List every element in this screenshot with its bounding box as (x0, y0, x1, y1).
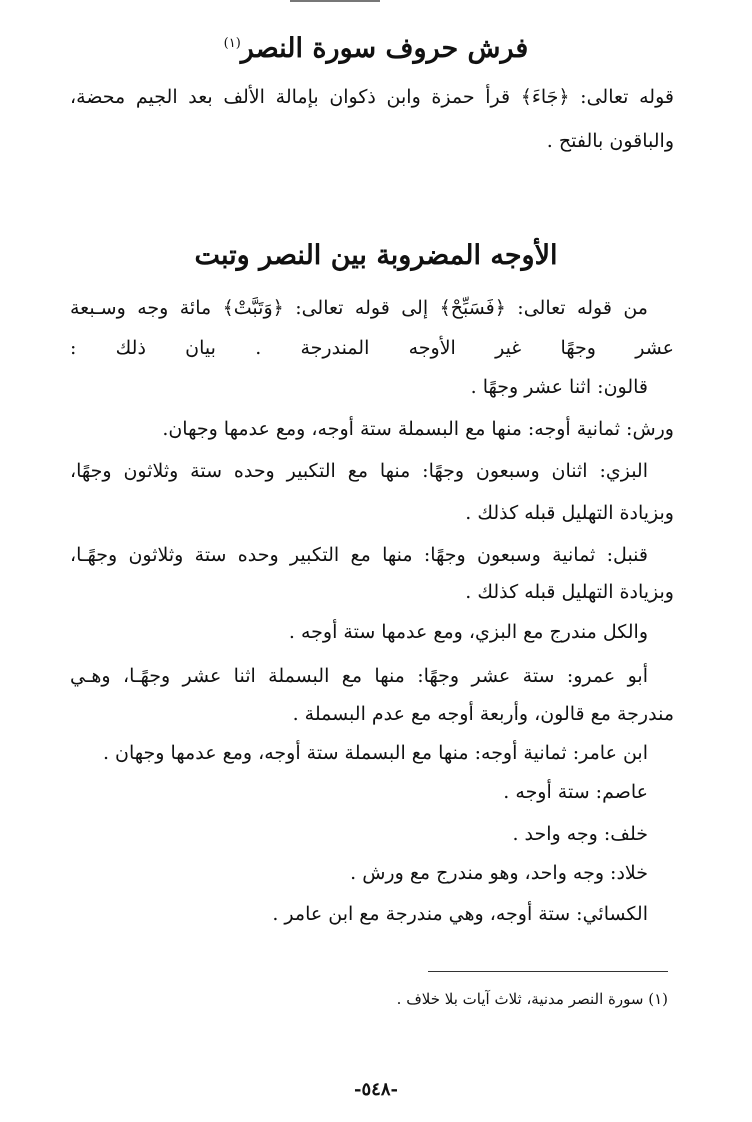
surah-heading (60, 24, 692, 69)
page-number: -٥٤٨- (354, 1079, 398, 1100)
body-line-9: والكل مندرج مع البزي، ومع عدمها ستة أوجه . (288, 621, 648, 643)
footnote-marker: (١) (223, 36, 241, 51)
body-line-8: وبزيادة التهليل قبله كذلك . (465, 581, 674, 603)
body-line-4: ورش: ثمانية أوجه: منها مع البسملة ستة أوجه، ومع عدمها وجهان. (162, 418, 674, 440)
body-line-15: خلاد: وجه واحد، وهو مندرج مع ورش . (350, 862, 648, 884)
footnote-rule (428, 971, 668, 972)
section-heading: الأوجه المضروبة بين النصر وتبت (194, 240, 558, 271)
body-line-16: الكسائي: ستة أوجه، وهي مندرجة مع ابن عامر . (272, 903, 648, 925)
body-line-2: عشر وجهًا غير الأوجه المندرجة . بيان ذلك : (70, 337, 674, 359)
intro-line-2: والباقون بالفتح . (546, 130, 674, 152)
body-line-11: مندرجة مع قالون، وأربعة أوجه مع عدم البسملة . (292, 703, 674, 725)
intro-line-1: قوله تعالى: ﴿جَاءَ﴾ قرأ حمزة وابن ذكوان بإمالة الألف بعد الجيم محضة، (70, 86, 674, 108)
body-line-5: البزي: اثنان وسبعون وجهًا: منها مع التكبير وحده ستة وثلاثون وجهًا، (70, 460, 648, 482)
surah-heading-text: فرش حروف سورة النصر (240, 33, 529, 64)
top-rule (290, 0, 380, 2)
body-line-6: وبزيادة التهليل قبله كذلك . (465, 502, 674, 524)
body-line-7: قنبل: ثمانية وسبعون وجهًا: منها مع التكبير وحده ستة وثلاثون وجهًـا، (70, 544, 648, 566)
body-line-10: أبو عمرو: ستة عشر وجهًا: منها مع البسملة اثنا عشر وجهًـا، وهـي (70, 665, 648, 687)
body-line-12: ابن عامر: ثمانية أوجه: منها مع البسملة ستة أوجه، ومع عدمها وجهان . (102, 742, 648, 764)
body-line-1: من قوله تعالى: ﴿فَسَبِّحْ﴾ إلى قوله تعالى: ﴿وَتَبَّتْ﴾ مائة وجه وسـبعة (70, 297, 648, 319)
body-line-14: خلف: وجه واحد . (512, 823, 648, 845)
footnote: (١) سورة النصر مدنية، ثلاث آيات بلا خلاف . (396, 990, 668, 1008)
body-line-13: عاصم: ستة أوجه . (503, 781, 648, 803)
body-line-3: قالون: اثنا عشر وجهًا . (470, 376, 648, 398)
